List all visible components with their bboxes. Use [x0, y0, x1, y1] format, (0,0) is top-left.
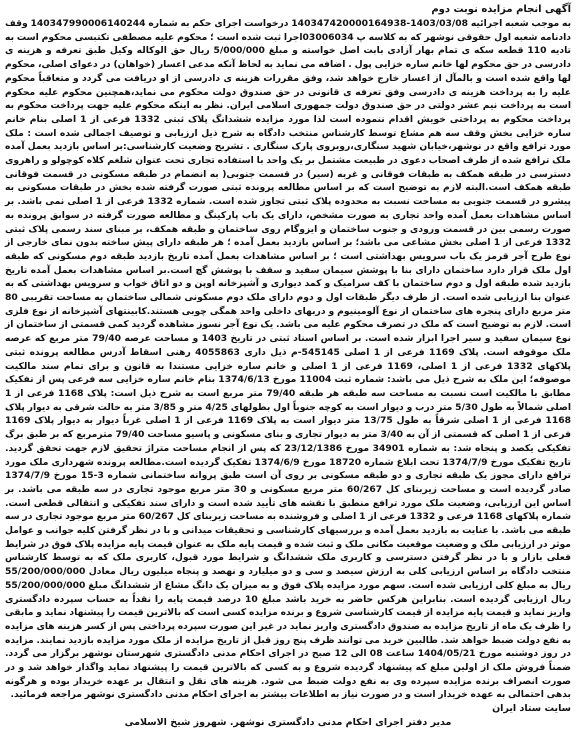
notice-footer: سایت ستاد ایران [492, 703, 571, 715]
notice-title: آگهی انجام مزایده نوبت دوم [431, 4, 571, 15]
notice-body: به موجب شعبه اجرائیه 1403/03/08-140347420000164938 درخواست اجرای حکم به شماره 140347990006140244 وقف دادنامه شعبه اول حقوقی نوشهر که به کلاسه پ 03006034اجرا ثبت شده است ؛ محکوم علیه مصطفی تکتبسی محکوم است به تادیه 110 قطعه سکه ی تمام بهار آزادی بابت اصل خواسته و مبلغ 5/000/000 ریال حق الوکاله وکیل طبق تعرفه و هزینه ی دادرسی در حق محکوم لها خانم ساره خزایی پول . اضافه می نماید به لحاظ آنکه مدعی اعسار (خواهان) در دعوای اصلی، محکوم لها واقع شده است و بالمآل از اعسار خارج خواهد شد، وفق مقررات هزینه ی دادرسی از او دریافت می گردد و متعاقباً محکوم علیه را به پرداخت هزینه ی دادرسی وفق تعرفه ی قانونی در حق صندوق دولت محکوم می نماید،همچنین محکوم علیه محکوم است به پرداخت نیم عشر دولتی در حق صندوق دولت جمهوری اسلامی ایران. نظر به اینکه محکوم علیه جهت پرداخت محکوم به پرداخت محکوم به پرداختی خویش اقدام ننموده است لذا مورد مزایده ششدانگ پلاک ثبتی 1332 فرعی از 1 اصلی بنام خانم ساره خزایی بخش وقف سه هم مشاع توسط کارشناس منتخب دادگاه به شرح ذیل ارزیابی و توصیف اجمالی شده است : ملک مورد ترافع واقع در نوشهر،خیابان شهید سنگاری،روبروی پارک سنگاری . تشریح وضعیت کارشناسی:بر اساس بازدید بعمل آمده ملک ترافع شده از طرف اصحاب دعوی در طبیعت مشتمل بر یک واحد با استفاده تجاری تحت عنوان شلغم کلاه کوچولو و راهروی دسترسی در طبقه همکف به طبقات فوقانی و غربه (سیر) در قسمت جنوبی( به انضمام در طبقه مسکونی در قسمت فوقانی طبقه همکف است.البته لازم به توضیح است که بر اساس مطالعه پرونده ثبتی صورت گرفته شده بخش در طبقات مسکونی به پیشرو در قسمت جنوبی به مساحت نسبت به محدوده پلاک ثبتی تجاوز شده است. شماره 1332 فرعی از 1 اصلی نمی باشد. بر اساس مشاهدات بعمل آمده واحد تجاری به صورت مشخص، دارای یک باب پارکینگ و مطالعه صورت گرفته در سوابق پرونده به صورت رسمی بین در قسمت ورودی و جنوب ساختمان و ایزوگام روی ساختمان و طبقه همکف، بر مبنای سند رسمی پلاک ثبتی 1332 فرعی از 1 اصلی بخش مشاعی می باشد؛ بر اساس بازدید بعمل آمده ؛ هر طبقه دارای پیش ساخته بدون نمای خارجی از نوع طرح آجر قرمز یک باب سرویس بهداشتی است ؛ بر اساس مشاهدات بعمل آمده تاریخ بازدید طبقه دوم مسکونی که طبقه اول ملک قرار دارد ساختمان دارای بنا با پوشش سیمان سفید و سقف با پوشش گچ است.بر اساس مشاهدات بعمل آمده تاریخ بازدید شده طبقه اول و دوم ساختمان با کف سرامیک و کمد دیواری و آشپزخانه اوپن و دو اتاق خواب و سرویس بهداشتی که به عنوان بنا ارزیابی شده است. از طرف دیگر طبقات اول و دوم دارای ملک دوم مسکونی شمالی ساختمان به مساحت تقریبی 80 متر مربع دارای پنجره های ساختمان از نوع آلومینیوم و دربهای داخلی واحد همگی چوبی هستند.کابینتهای آشپزخانه از نوع فلزی است. لازم به توضیح است که ملک در تصرف محکوم علیه می باشد. یک نوع آجر نسوز مشاهده گردید کمی قسمتی از ساختمان از نوع سیمان سفید و سیر اجرا ابزار شده است. بر اساس اسناد ثبتی در تاریخ 1403 و مساحت عرصه 79/40 متر مربع که عرصه ملک موقوفه است. پلاک 1169 فرعی از 1 اصلی 545145-م ذیل داری 4055863 رهنی اسقاط آدرس مطالعه پرونده ثبتی پلاکهای 1332 فرعی از 1 اصلی، 1169 فرعی از 1 اصلی و خانم ساره خزایی مستندا به قانون و برای تمام سند مالکیت موصوفه؛ این ملک به شرح ذیل می باشد: شماره ثبت 11004 مورخ 1374/6/13 بنام خانم ساره خزایی سه فرعی پس از تفکیک مطابق با مالکیت است نسبت به مساحت سه طبقه هر طبقه 79/40 متر مربع است به شرح ذیل است: پلاک 1168 فرعی از 1 اصلی شمالاً به طول 5/30 متر درب و دیوار است به کوچه جنوباً اول بطولهای 4/25 متر و 3/85 متر به حالت شرقی به دیوار پلاک 1168 فرعی از 1 اصلی شرقاً به طول 13/75 متر دیوار است به پلاک 1169 فرعی از 1 اصلی غرباً دیوار به دیوار پلاک 1169 فرعی از 1 اصلی که قسمتی از آن به 3/40 متر به دیوار تجاری و بنای مسکونی و پاسیو مساحت 79/40 مترمربع که بر طبق برگ تفکیکی یکصد و پنجاه شد: به شماره 34901 مورخ 23/12/1386 که پس از انجام مساحت متراژ تحقیق لازم جهت تحقق گردید. تاریخ تفکیک مورخ 1374/7/9 تحت ابلاغ شماره 18720 مورخ 1374/6/9 تفکیک گردیده است.مطالعه پرونده شهرداری ملک مورد ترافع دارای مجوز یک طبقه تجاری و دو طبقه مسکونی بر روی آن است طبق پروانه ساختمانی شماره 3-15 مورخ 1374/7/9 صادر گردیده است و مساحت زیربنای کل 60/267 متر مربع مسکونی و 30 متر مربع موجود تجاری در سه طبقه می باشد. بر اساس این ارزیابی، وضعیت ملک مورد ترافع منطبق با نقشه های تأیید شده است و دارای سند تفکیکی و انتقالی قطعی است. شماره پلاکهای 1168 فرعی و 1332 فرعی از 1 اصلی و فروشنده به مساحت زیربنای کل 60/267 متر مربع موجود تجاری در سه طبقه می باشد. با عنایت به بازدید بعمل آمده و بررسیهای کارشناسی و تحقیقات میدانی و با در نظر گرفتن کلیه جوانب و عوامل موثر در ارزیابی ملک و وضعیت موقعیت مکانی ملک و ثبت شده و قیمت پایه ملک به عنوان قیمت پایه مزایده پلاک فوق در شرایط فعلی بازار و با در نظر گرفتن دسترسی و کاربری ملک ششدانگ و شرایط مورد قبول، کاربری ملک که به توسط کارشناس منتخب دادگاه بر اساس ارزیابی کلی به ارزش سیصد و سی و دو میلیارد و نهصد و پنجاه میلیون ریال معادل 55/200/000/000 ریال به مبلغ کلی ارزیابی شده است. سهم مورد مزایده پلاک فوق و به میزان یک دانگ مشاع از ششدانگ مبلغ 55/200/000/000 ریال ارزیابی گردیده است. بنابراین هرکس حاضر به خرید باشد مبلغ 10 درصد قیمت پایه را نقداً به حساب سپرده دادگستری واریز نماید و قیمت پایه مزایده از قیمت کارشناسی شروع و برنده مزایده کسی است که بالاترین قیمت را پیشنهاد نماید و مابقی را ظرف یک ماه از تاریخ مزایده به صندوق دادگستری واریز نماید در غیر این صورت سپرده پرداختی پس از کسر هزینه های مزایده به نفع دولت ضبط خواهد شد. طالبین خرید می توانند ظرف پنج روز قبل از تاریخ مزایده از ملک مورد مزایده بازدید نمایند. مزایده در روز دوشنبه مورخ 1404/05/21 ساعت 08 الی 12 صبح در اجرای احکام مدنی دادگستری شهرستان نوشهر برگزار می گردد. ضمناً فروش ملک از اولین مبلغ که پیشنهاد گردیده شروع و به کسی که بالاترین قیمت را پیشنهاد نماید واگذار خواهد شد و در صورت انصراف برنده مزایده سپرده وی به نفع دولت ضبط می شود. هزینه های نقل و انتقال بر عهده خریدار بوده و هرگونه بدهی احتمالی به عهده خریدار است و در صورت نیاز به اطلاعات بیشتر به اجرای احکام مدنی دادگستری نوشهر مراجعه فرمائید. [5, 18, 572, 701]
notice-signature: مدیر دفتر اجرای احکام مدنی دادگستری نوشهر. شهروز شیخ الاسلامی [124, 717, 452, 729]
